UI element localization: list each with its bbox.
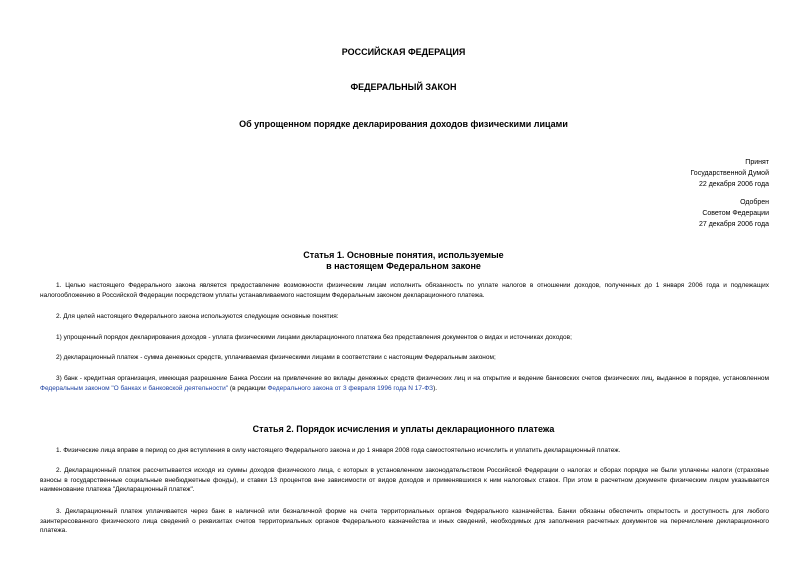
- accepted-label: Принят: [745, 159, 769, 166]
- article1-paragraph-5-text-a: 3) банк - кредитная организация, имеющая разрешение Банка России на привлечение во вклады денежных средств физических лиц и на открытие и ведение банковских счетов физических лиц, выданное в порядке, установленном: [56, 375, 769, 382]
- article2-title: Статья 2. Порядок исчисления и уплаты декларационного платежа: [252, 424, 555, 434]
- article1-title-line1: Статья 1. Основные понятия, используемые: [303, 250, 504, 260]
- article1-paragraph-3: 1) упрощенный порядок декларирования доходов - уплата физическими лицами декларационного платежа без представления документов о видах и источниках доходов;: [56, 334, 572, 341]
- law-17fz-link[interactable]: Федерального закона от 3 февраля 1996 года N 17-ФЗ: [267, 384, 434, 392]
- article1-title-line2: в настоящем Федеральном законе: [326, 261, 481, 271]
- accepted-date: 22 декабря 2006 года: [698, 181, 769, 188]
- approval-block: [699, 197, 769, 230]
- article2-paragraph-2: 2. Декларационный платеж рассчитывается исходя из суммы доходов физического лица, с которых в установленном законодательством Российской Федерации о налогах и сборах порядке не были уплачены налоги (страховые взносы в государственные социальные внебюджетные фонды), и ставки 13 процентов вне зависимости от видов доходов и применявшихся к ним налоговых ставок. При этом в расчетном документе физическим лицом указывается наименование платежа "Декларационный платеж".: [40, 467, 769, 493]
- approved-label: Одобрен: [740, 199, 769, 206]
- banks-law-link[interactable]: Федеральным законом "О банках и банковской деятельности": [40, 384, 229, 392]
- article1-paragraph-5-text-b: (в редакции: [228, 384, 268, 392]
- law-type-heading: ФЕДЕРАЛЬНЫЙ ЗАКОН: [350, 82, 457, 92]
- article1-paragraph-4: 2) декларационный платеж - сумма денежных средств, уплачиваемая физическими лицами в соответствии с настоящим Федеральным законом;: [56, 354, 496, 361]
- article2-paragraph-1: 1. Физические лица вправе в период со дня вступления в силу настоящего Федерального закона и до 1 января 2008 года самостоятельно исчислить и уплатить декларационный платеж.: [56, 447, 621, 454]
- article2-paragraph-3: 3. Декларационный платеж уплачивается через банк в наличной или безналичной форме на счета территориальных органов Федерального казначейства. Банки обязаны обеспечить открытость и доступность для любого заинтересованного физического лица сведений о реквизитах счетов территориальных органов Федерального казначейства и иных сведений, необходимых для заполнения расчетных документов на перечисление декларационного платежа.: [40, 508, 769, 534]
- accepted-by: Государственной Думой: [690, 170, 769, 177]
- approved-by: Советом Федерации: [702, 210, 769, 217]
- adoption-block: [690, 157, 769, 190]
- article1-paragraph-2: 2. Для целей настоящего Федерального закона используются следующие основные понятия:: [56, 313, 339, 320]
- article1-paragraph-5-text-c: ).: [433, 384, 438, 392]
- country-heading: РОССИЙСКАЯ ФЕДЕРАЦИЯ: [341, 47, 466, 57]
- article1-title: [0, 250, 807, 272]
- law-title: Об упрощенном порядке декларирования доходов физическими лицами: [239, 119, 568, 129]
- article1-paragraph-1: 1. Целью настоящего Федерального закона является предоставление возможности физическим лицам исполнить обязанность по уплате налогов в отношении доходов, полученных до 1 января 2006 года и подлежащих налогообложению в Российской Федерации посредством уплаты устанавливаемого настоящим Федеральным законом декларационного платежа.: [40, 282, 769, 299]
- article1-paragraph-5: [40, 374, 769, 393]
- approved-date: 27 декабря 2006 года: [698, 221, 769, 228]
